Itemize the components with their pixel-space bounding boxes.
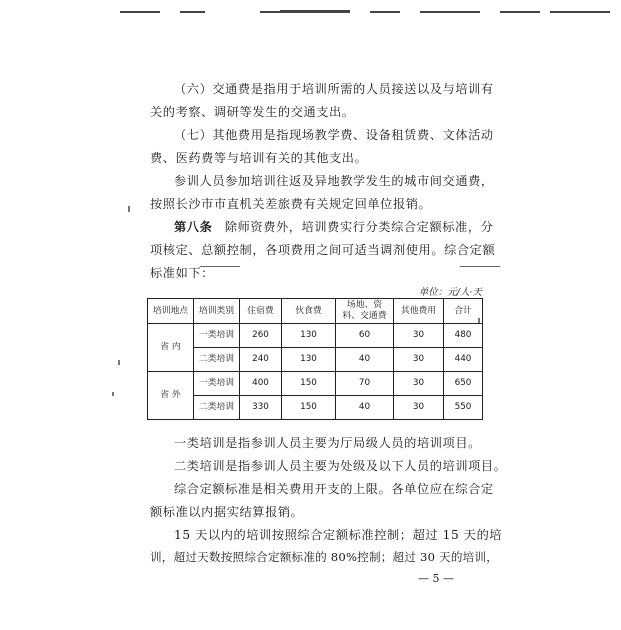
header-meals: 伙食费 bbox=[282, 299, 336, 324]
category-cell: 一类培训 bbox=[194, 372, 240, 396]
paragraph-article-8-cont: 标准如下： bbox=[150, 266, 214, 280]
lodging-cell: 330 bbox=[240, 396, 282, 420]
category-cell: 二类培训 bbox=[194, 348, 240, 372]
total-cell: 480 bbox=[444, 324, 483, 348]
training-fee-table bbox=[147, 298, 483, 420]
other-cell: 30 bbox=[394, 372, 444, 396]
paragraph-article-8-cont: 项核定、总额控制，各项费用之间可适当调剂使用。综合定额 bbox=[150, 243, 496, 257]
venue-cell: 70 bbox=[336, 372, 394, 396]
paragraph-transport-fee: （六）交通费是指用于培训所需的人员接送以及与培训有 bbox=[174, 82, 494, 96]
scan-top-artifact bbox=[120, 8, 600, 16]
note-duration: 15 天以内的培训按照综合定额标准控制；超过 15 天的培 bbox=[174, 528, 503, 542]
paragraph-travel: 参训人员参加培训往返及异地教学发生的城市间交通费， bbox=[174, 174, 494, 188]
venue-cell: 40 bbox=[336, 396, 394, 420]
header-other: 其他费用 bbox=[394, 299, 444, 324]
category-cell: 一类培训 bbox=[194, 324, 240, 348]
lodging-cell: 240 bbox=[240, 348, 282, 372]
table-row bbox=[148, 324, 483, 348]
table-row bbox=[148, 396, 483, 420]
note-class-two: 二类培训是指参训人员主要为处级及以下人员的培训项目。 bbox=[174, 459, 507, 473]
note-duration-cont: 训，超过天数按照综合定额标准的 80%控制；超过 30 天的培训， bbox=[150, 550, 499, 564]
venue-cell: 60 bbox=[336, 324, 394, 348]
margin-mark bbox=[118, 360, 120, 365]
paragraph-transport-fee-cont: 关的考察、调研等发生的交通支出。 bbox=[150, 105, 355, 119]
table-row bbox=[148, 348, 483, 372]
meals-cell: 150 bbox=[282, 372, 336, 396]
other-cell: 30 bbox=[394, 324, 444, 348]
header-total: 合计 bbox=[444, 299, 483, 324]
location-cell: 省 外 bbox=[148, 372, 194, 420]
paragraph-other-fee-cont: 费、医药费等与培训有关的其他支出。 bbox=[150, 151, 368, 165]
total-cell: 650 bbox=[444, 372, 483, 396]
meals-cell: 150 bbox=[282, 396, 336, 420]
header-category: 培训类别 bbox=[194, 299, 240, 324]
venue-cell: 40 bbox=[336, 348, 394, 372]
note-upper-limit: 综合定额标准是相关费用开支的上限。各单位应在综合定 bbox=[174, 482, 494, 496]
page-number: — 5 — bbox=[418, 572, 454, 585]
margin-mark bbox=[128, 206, 130, 212]
category-cell: 二类培训 bbox=[194, 396, 240, 420]
table-row bbox=[148, 372, 483, 396]
article-label: 第八条 bbox=[174, 220, 213, 234]
note-class-one: 一类培训是指参训人员主要为厅局级人员的培训项目。 bbox=[174, 436, 481, 450]
paragraph-travel-cont: 按照长沙市市直机关差旅费有关规定回单位报销。 bbox=[150, 197, 432, 211]
total-cell: 440 bbox=[444, 348, 483, 372]
location-cell: 省 内 bbox=[148, 324, 194, 372]
paragraph-article-8 bbox=[150, 218, 504, 235]
lodging-cell: 260 bbox=[240, 324, 282, 348]
note-upper-limit-cont: 额标准以内据实结算报销。 bbox=[150, 505, 304, 519]
other-cell: 30 bbox=[394, 396, 444, 420]
header-location: 培训地点 bbox=[148, 299, 194, 324]
article-text: 除师资费外，培训费实行分类综合定额标准，分 bbox=[224, 220, 494, 234]
other-cell: 30 bbox=[394, 348, 444, 372]
paragraph-other-fee: （七）其他费用是指现场教学费、设备租赁费、文体活动 bbox=[174, 128, 494, 142]
header-lodging: 住宿费 bbox=[240, 299, 282, 324]
table-unit-label: 单位：元/人·天 bbox=[418, 287, 482, 298]
meals-cell: 130 bbox=[282, 348, 336, 372]
lodging-cell: 400 bbox=[240, 372, 282, 396]
margin-mark bbox=[112, 392, 114, 396]
table-header-row bbox=[148, 299, 483, 324]
meals-cell: 130 bbox=[282, 324, 336, 348]
total-cell: 550 bbox=[444, 396, 483, 420]
header-venue: 场地、资料、交通费 bbox=[336, 299, 394, 324]
